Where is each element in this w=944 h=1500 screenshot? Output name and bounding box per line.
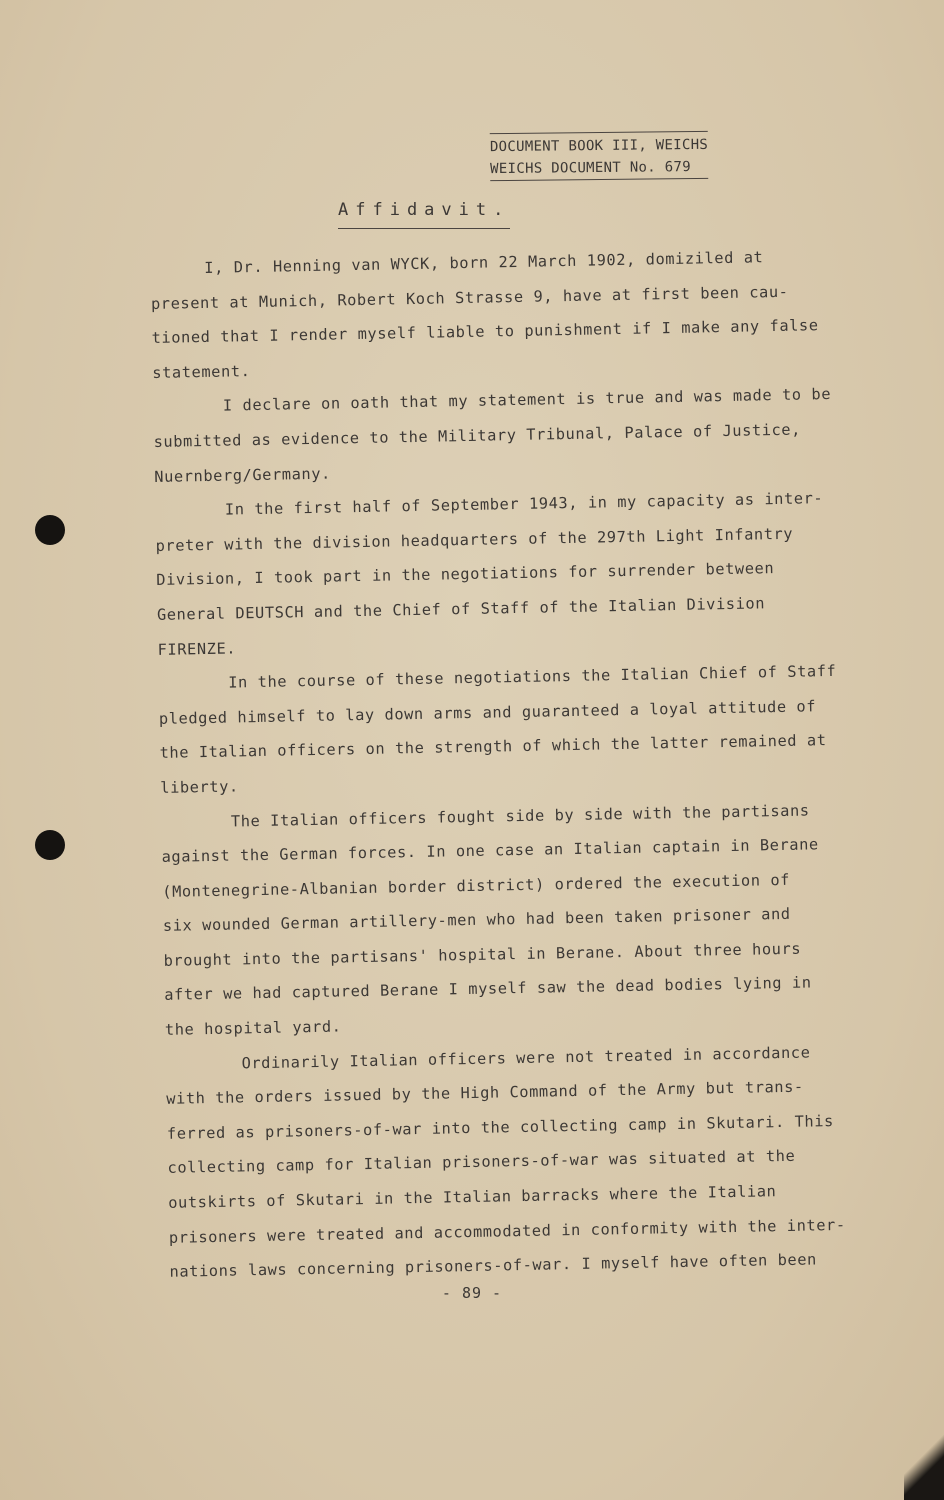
corner-damage — [904, 1430, 944, 1500]
document-reference — [490, 131, 709, 181]
document-number-line: WEICHS DOCUMENT No. 679 — [490, 156, 708, 181]
punch-hole-upper — [35, 515, 65, 545]
affidavit-body — [150, 239, 860, 1290]
paragraph-partisans: The Italian officers fought side by side with the partisans against the German forces. In one case an Italian captain in Berane (Montenegrine-Albanian border district) ordered the execution of six wounded German artillery-men who had been taken prisoner and brought into the partisans' hospital in Berane. About three hours after we had captured Berane I myself saw the dead bodies lying in the hospital yard. — [161, 800, 819, 1039]
affidavit-title: Affidavit. — [338, 200, 510, 229]
paragraph-negotiations: In the first half of September 1943, in my capacity as inter- preter with the division headquarters of the 297th Light Infantry Division, I took part in the negotiations for surrender between General DEUTSCH and the Chief of Staff of the Italian Division FIRENZE. — [155, 489, 824, 659]
paragraph-oath: I declare on oath that my statement is true and was made to be submitted as evidence to the Military Tribunal, Palace of Justice, Nuernberg/Germany. — [153, 385, 832, 486]
paragraph-pledge: In the course of these negotiations the Italian Chief of Staff pledged himself to lay down arms and guaranteed a loyal attitude of the Italian officers on the strength of which the latter remained at liberty. — [158, 662, 837, 797]
paragraph-identity: I, Dr. Henning van WYCK, born 22 March 1902, domiziled at present at Munich, Robert Koch Strasse 9, have at first been cau- tioned that I render myself liable to punishment if I make any false statement. — [150, 248, 819, 382]
paragraph-prisoners: Ordinarily Italian officers were not treated in accordance with the orders issued by the High Command of the Army but trans- ferred as prisoners-of-war into the collecting camp in Skutari. This collecting camp for Italian prisoners-of-war was situated at the outskirts of Skutari in the Italian barracks where the Italian prisoners were treated and accommodated in conformity with the inter- nations laws concerning prisoners-of-war. I myself have often been — [166, 1043, 846, 1282]
page-number: - 89 - — [441, 1284, 503, 1302]
document-book-line: DOCUMENT BOOK III, WEICHS — [490, 131, 708, 158]
punch-hole-lower — [35, 830, 65, 860]
